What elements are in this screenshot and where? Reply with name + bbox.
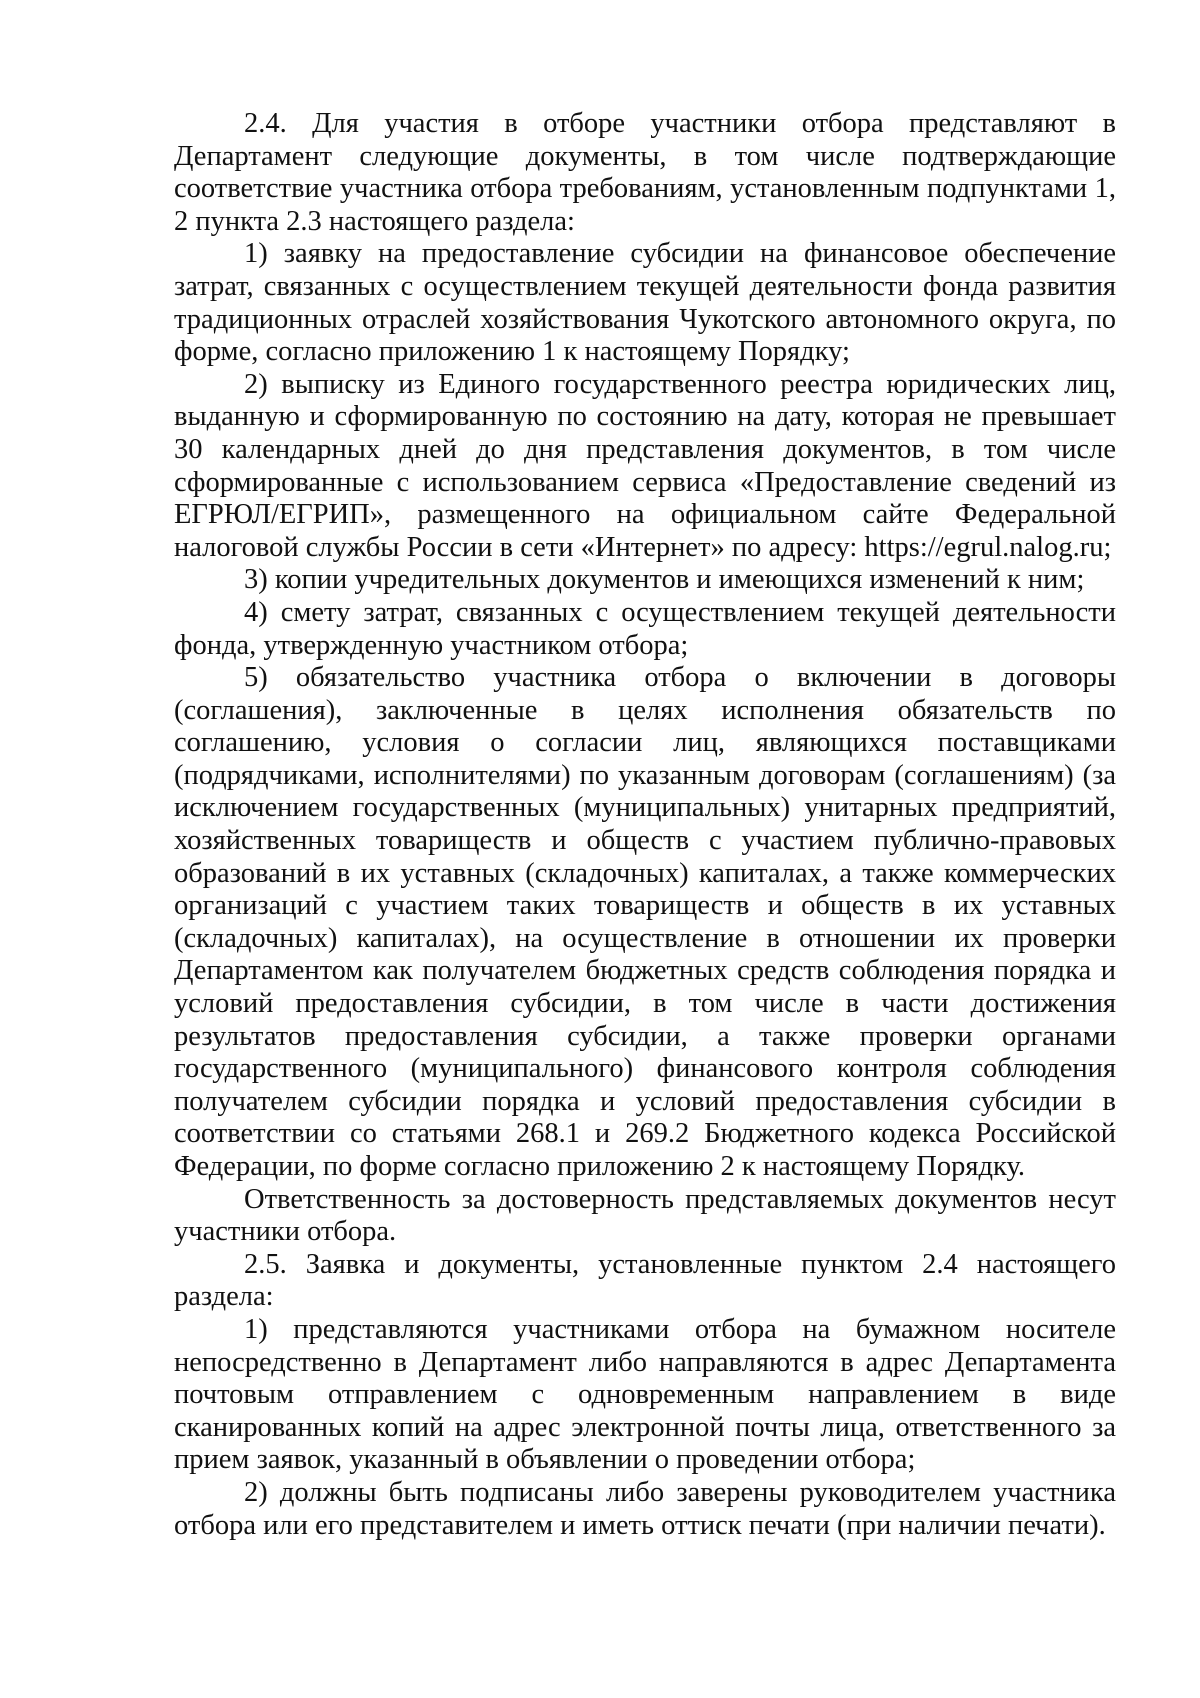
document-page — [174, 108, 1116, 1542]
paragraph-2-4-item-2: 2) выписку из Единого государственного реестра юридических лиц, выданную и сформированную по состоянию на дату, которая не превышает 30 календарных дней до дня представления документов, в том числе сформированные с использованием сервиса «Предоставление сведений из ЕГРЮЛ/ЕГРИП», размещенного на официальном сайте Федеральной налоговой службы России в сети «Интернет» по адресу: https://egrul.nalog.ru; — [174, 368, 1116, 563]
paragraph-responsibility: Ответственность за достоверность представляемых документов несут участники отбора. — [174, 1183, 1116, 1248]
paragraph-2-4: 2.4. Для участия в отборе участники отбора представляют в Департамент следующие документы, в том числе подтверждающие соответствие участника отбора требованиям, установленным подпунктами 1, 2 пункта 2.3 настоящего раздела: — [174, 108, 1116, 237]
paragraph-2-4-item-3: 3) копии учредительных документов и имеющихся изменений к ним; — [244, 564, 1085, 596]
paragraph-2-4-item-1: 1) заявку на предоставление субсидии на финансовое обеспечение затрат, связанных с осуществлением текущей деятельности фонда развития традиционных отраслей хозяйствования Чукотского автономного округа, по форме, согласно приложению 1 к настоящему Порядку; — [174, 238, 1116, 368]
paragraph-2-4-item-4: 4) смету затрат, связанных с осуществлением текущей деятельности фонда, утвержденную участником отбора; — [174, 596, 1116, 661]
paragraph-2-4-item-5: 5) обязательство участника отбора о включении в договоры (соглашения), заключенные в целях исполнения обязательств по соглашению, условия о согласии лиц, являющихся поставщиками (подрядчиками, исполнителями) по указанным договорам (соглашениям) (за исключением государственных (муниципальных) унитарных предприятий, хозяйственных товариществ и обществ с участием публично-правовых образований в их уставных (складочных) капиталах, а также коммерческих организаций с участием таких товариществ и обществ в их уставных (складочных) капиталах), на осуществление в отношении их проверки Департаментом как получателем бюджетных средств соблюдения порядка и условий предоставления субсидии, в том числе в части достижения результатов предоставления субсидии, а также проверки органами государственного (муниципального) финансового контроля соблюдения получателем субсидии порядка и условий предоставления субсидии в соответствии со статьями 268.1 и 269.2 Бюджетного кодекса Российской Федерации, по форме согласно приложению 2 к настоящему Порядку. — [174, 662, 1116, 1182]
paragraph-2-5-item-2: 2) должны быть подписаны либо заверены руководителем участника отбора или его представителем и иметь оттиск печати (при наличии печати). — [174, 1476, 1116, 1541]
paragraph-2-5: 2.5. Заявка и документы, установленные пунктом 2.4 настоящего раздела: — [174, 1248, 1116, 1313]
paragraph-2-5-item-1: 1) представляются участниками отбора на бумажном носителе непосредственно в Департамент либо направляются в адрес Департамента почтовым отправлением с одновременным направлением в виде сканированных копий на адрес электронной почты лица, ответственного за прием заявок, указанный в объявлении о проведении отбора; — [174, 1313, 1116, 1476]
